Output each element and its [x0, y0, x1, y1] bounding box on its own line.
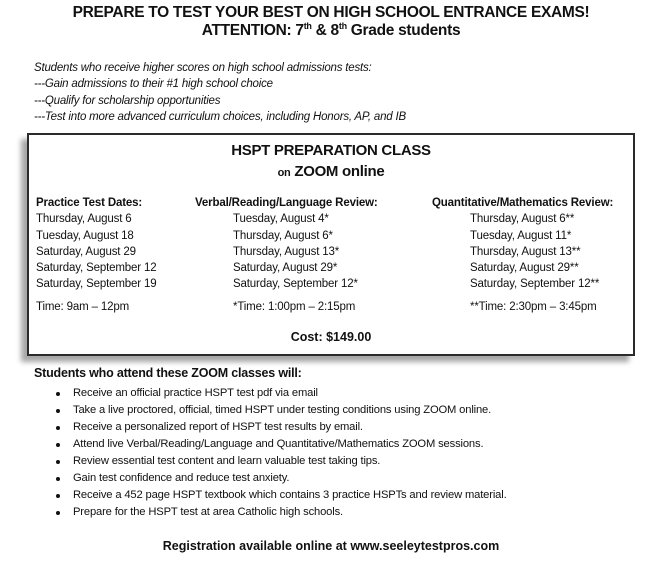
superscript-th: th: [338, 21, 347, 31]
registration-note: Registration available online at www.seeleytestpros.com: [162, 539, 500, 553]
subtitle-on: on: [277, 167, 291, 179]
date-item: Saturday, September 12: [36, 262, 157, 275]
bullet-icon: [56, 477, 60, 481]
benefits-list: [56, 385, 507, 521]
time-note: **Time: 2:30pm – 3:45pm: [470, 300, 597, 313]
intro-point: ---Qualify for scholarship opportunities: [34, 94, 221, 107]
superscript-th: th: [303, 21, 312, 31]
date-item: Thursday, August 13*: [233, 245, 340, 258]
benefit-text: Take a live proctored, official, timed HSPT under testing conditions using ZOOM online.: [73, 404, 492, 416]
bullet-icon: [56, 460, 60, 464]
date-item: Tuesday, August 11*: [470, 229, 572, 242]
benefit-item: [56, 419, 507, 436]
date-item: Saturday, August 29**: [470, 262, 579, 275]
date-item: Saturday, September 19: [36, 278, 157, 291]
math-review-column: [432, 195, 613, 315]
column-header: Practice Test Dates:: [36, 197, 143, 209]
intro-point: ---Gain admissions to their #1 high school choice: [34, 78, 273, 91]
intro-point: ---Test into more advanced curriculum choices, including Honors, AP, and IB: [34, 110, 406, 123]
time-note: Time: 9am – 12pm: [36, 300, 130, 313]
intro-block: [34, 60, 406, 125]
attention-mid: & 8: [311, 22, 339, 39]
benefit-item: [56, 504, 507, 521]
bullet-icon: [56, 392, 60, 396]
benefit-text: Attend live Verbal/Reading/Language and Quantitative/Mathematics ZOOM sessions.: [73, 438, 484, 450]
bullet-icon: [56, 409, 60, 413]
benefit-item: [56, 487, 507, 504]
attention-prefix: ATTENTION: 7: [201, 22, 304, 39]
benefit-text: Review essential test content and learn valuable test taking tips.: [73, 455, 381, 467]
bullet-icon: [56, 511, 60, 515]
date-item: Thursday, August 6: [36, 213, 132, 226]
column-header: Quantitative/Mathematics Review:: [432, 197, 614, 209]
benefit-text: Prepare for the HSPT test at area Catholic high schools.: [73, 506, 343, 518]
attention-suffix: Grade students: [346, 22, 461, 39]
practice-test-column: [36, 195, 157, 315]
benefit-text: Receive an official practice HSPT test pdf via email: [73, 387, 318, 399]
benefit-text: Receive a 452 page HSPT textbook which contains 3 practice HSPTs and review material.: [73, 489, 507, 501]
intro-lead: Students who receive higher scores on high school admissions tests:: [34, 62, 372, 74]
date-item: Saturday, September 12**: [470, 278, 600, 291]
class-subtitle: [27, 163, 635, 180]
column-header: Verbal/Reading/Language Review:: [195, 197, 378, 209]
date-item: Tuesday, August 4*: [233, 213, 329, 226]
benefits-heading: Students who attend these ZOOM classes will:: [34, 366, 302, 380]
benefit-text: Receive a personalized report of HSPT test results by email.: [73, 421, 363, 433]
bullet-icon: [56, 426, 60, 430]
class-cost: Cost: $149.00: [290, 330, 372, 344]
benefit-text: Gain test confidence and reduce test anxiety.: [73, 472, 290, 484]
date-item: Saturday, August 29: [36, 245, 136, 258]
subtitle-zoom-online: ZOOM online: [290, 163, 385, 180]
attention-line: [0, 22, 662, 40]
date-item: Thursday, August 6**: [470, 213, 575, 226]
benefit-item: [56, 385, 507, 402]
benefit-item: [56, 402, 507, 419]
bullet-icon: [56, 443, 60, 447]
page-title: PREPARE TO TEST YOUR BEST ON HIGH SCHOOL ENTRANCE EXAMS!: [72, 4, 590, 21]
class-title: HSPT PREPARATION CLASS: [231, 142, 431, 159]
benefit-item: [56, 453, 507, 470]
date-item: Saturday, August 29*: [233, 262, 338, 275]
date-item: Tuesday, August 18: [36, 229, 134, 242]
time-note: *Time: 1:00pm – 2:15pm: [233, 300, 356, 313]
date-item: Saturday, September 12*: [233, 278, 358, 291]
bullet-icon: [56, 494, 60, 498]
date-item: Thursday, August 6*: [233, 229, 333, 242]
benefit-item: [56, 436, 507, 453]
benefit-item: [56, 470, 507, 487]
date-item: Thursday, August 13**: [470, 245, 581, 258]
verbal-review-column: [195, 195, 378, 315]
